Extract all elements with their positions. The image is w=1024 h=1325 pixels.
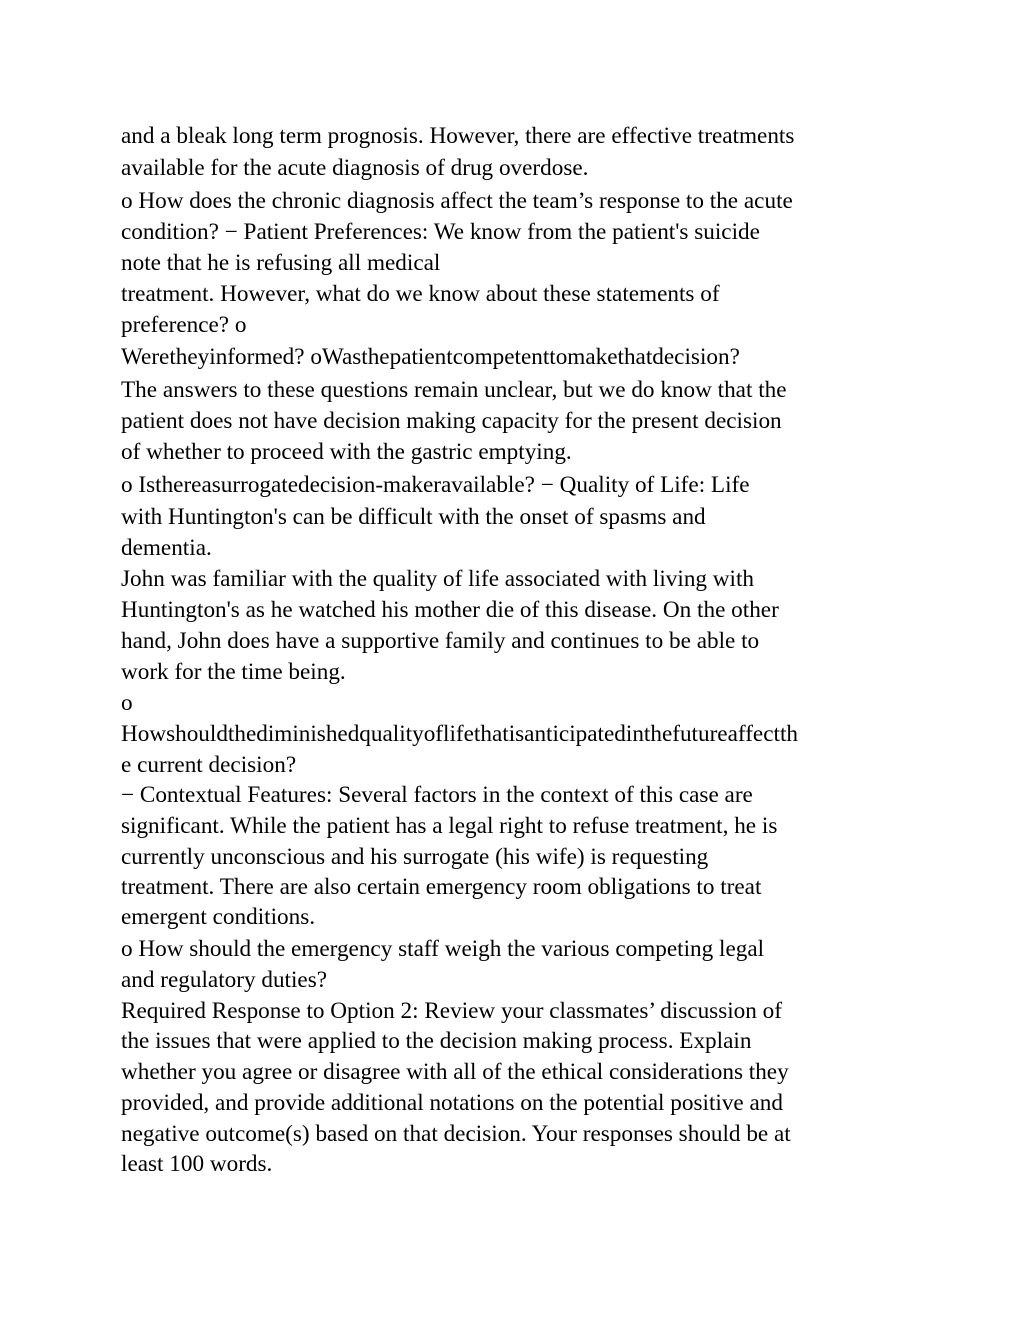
text-line: work for the time being.	[121, 659, 346, 685]
text-line: Howshouldthediminishedqualityoflifethatisanticipatedinthefutureaffectth	[121, 721, 798, 747]
text-line: Weretheyinformed? oWasthepatientcompetenttomakethatdecision?	[121, 344, 740, 370]
text-line: treatment. However, what do we know about these statements of	[121, 281, 720, 307]
text-line: John was familiar with the quality of life associated with living with	[121, 566, 755, 592]
text-line: o How should the emergency staff weigh the various competing legal	[121, 936, 765, 962]
text-line: The answers to these questions remain unclear, but we do know that the	[121, 377, 787, 403]
text-line: the issues that were applied to the decision making process. Explain	[121, 1028, 752, 1054]
text-line: whether you agree or disagree with all of the ethical considerations they	[121, 1059, 789, 1085]
text-line: − Contextual Features: Several factors in the context of this case are	[121, 782, 753, 808]
text-line: emergent conditions.	[121, 904, 316, 930]
text-line: treatment. There are also certain emergency room obligations to treat	[121, 874, 762, 900]
text-line: significant. While the patient has a legal right to refuse treatment, he is	[121, 813, 778, 839]
text-line: and a bleak long term prognosis. However, there are effective treatments	[121, 123, 795, 149]
text-line: available for the acute diagnosis of drug overdose.	[121, 155, 589, 181]
text-line: o How does the chronic diagnosis affect the team’s response to the acute	[121, 188, 793, 214]
text-line: dementia.	[121, 535, 212, 561]
text-line: note that he is refusing all medical	[121, 250, 441, 276]
text-line: Huntington's as he watched his mother die of this disease. On the other	[121, 597, 779, 623]
text-line: provided, and provide additional notations on the potential positive and	[121, 1090, 783, 1116]
text-line: Required Response to Option 2: Review your classmates’ discussion of	[121, 998, 782, 1024]
text-line: patient does not have decision making capacity for the present decision	[121, 408, 782, 434]
text-line: least 100 words.	[121, 1151, 273, 1177]
text-line: o	[121, 690, 133, 716]
text-line: preference? o	[121, 312, 247, 338]
text-line: hand, John does have a supportive family and continues to be able to	[121, 628, 760, 654]
text-line: and regulatory duties?	[121, 967, 328, 993]
text-line: of whether to proceed with the gastric emptying.	[121, 439, 572, 465]
text-line: o Isthereasurrogatedecision-makeravailable? − Quality of Life: Life	[121, 472, 750, 498]
text-line: e current decision?	[121, 752, 297, 778]
text-line: with Huntington's can be difficult with the onset of spasms and	[121, 504, 706, 530]
text-line: negative outcome(s) based on that decision. Your responses should be at	[121, 1121, 791, 1147]
text-line: currently unconscious and his surrogate (his wife) is requesting	[121, 844, 709, 870]
text-line: condition? − Patient Preferences: We know from the patient's suicide	[121, 219, 760, 245]
